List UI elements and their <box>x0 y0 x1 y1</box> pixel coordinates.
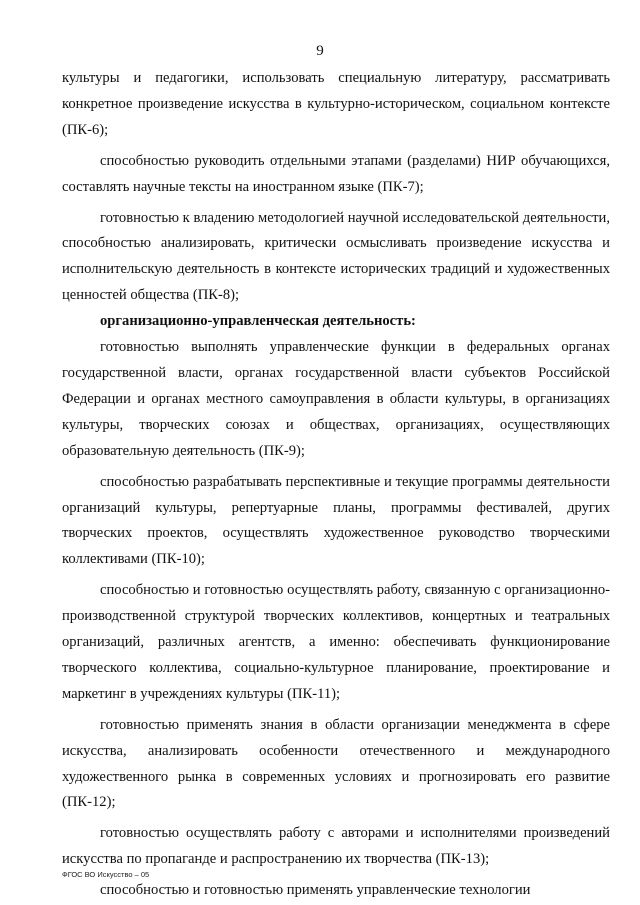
paragraph-pk8: готовностью к владению методологией научной исследовательской деятельности, способностью анализировать, критически осмысливать произведение искусства и исполнительскую деятельность в контексте исторических традиций и художественных ценностей общества (ПК-8); <box>62 209 610 304</box>
page-number: 9 <box>316 43 324 59</box>
paragraph-pk12: готовностью применять знания в области организации менеджмента в сфере искусства, анализировать особенности отечественного и международного художественного рынка в современных условиях и прогнозировать его развитие (ПК-12); <box>62 716 610 811</box>
paragraph-pk9: готовностью выполнять управленческие функции в федеральных органах государственной власти, органах государственной власти субъектов Российской Федерации и органах местного самоуправления в области культуры, в организациях культуры, творческих союзах и обществах, организациях, осуществляющих образовательную деятельность (ПК-9); <box>62 339 610 459</box>
paragraph-pk11: способностью и готовностью осуществлять работу, связанную с организационно-производственной структурой творческих коллективов, концертных и театральных организаций, различных агентств, а именно: обеспечивать функционирование творческого коллектива, социально-культурное планирование, проектирование и маркетинг в учреждениях культуры (ПК-11); <box>62 582 610 702</box>
paragraph-pk10: способностью разрабатывать перспективные и текущие программы деятельности организаций культуры, репертуарные планы, программы фестивалей, других творческих проектов, осуществлять художественное руководство творческими коллективами (ПК-10); <box>62 473 610 568</box>
body-text <box>62 66 610 904</box>
footer-document-code: ФГОС ВО Искусство – 05 <box>62 870 150 879</box>
paragraph-pk7: способностью руководить отдельными этапами (разделами) НИР обучающихся, составлять научные тексты на иностранном языке (ПК-7); <box>62 152 610 195</box>
paragraph-pk14-start: способностью и готовностью применять управленческие технологии <box>100 882 531 899</box>
paragraph-pk13: готовностью осуществлять работу с авторами и исполнителями произведений искусства по пропаганде и распространению их творчества (ПК-13); <box>62 825 610 868</box>
paragraph-pk6-continuation: культуры и педагогики, использовать специальную литературу, рассматривать конкретное произведение искусства в культурно-историческом, социальном контексте (ПК-6); <box>62 70 610 138</box>
section-heading-management: организационно-управленческая деятельность: <box>100 313 416 330</box>
